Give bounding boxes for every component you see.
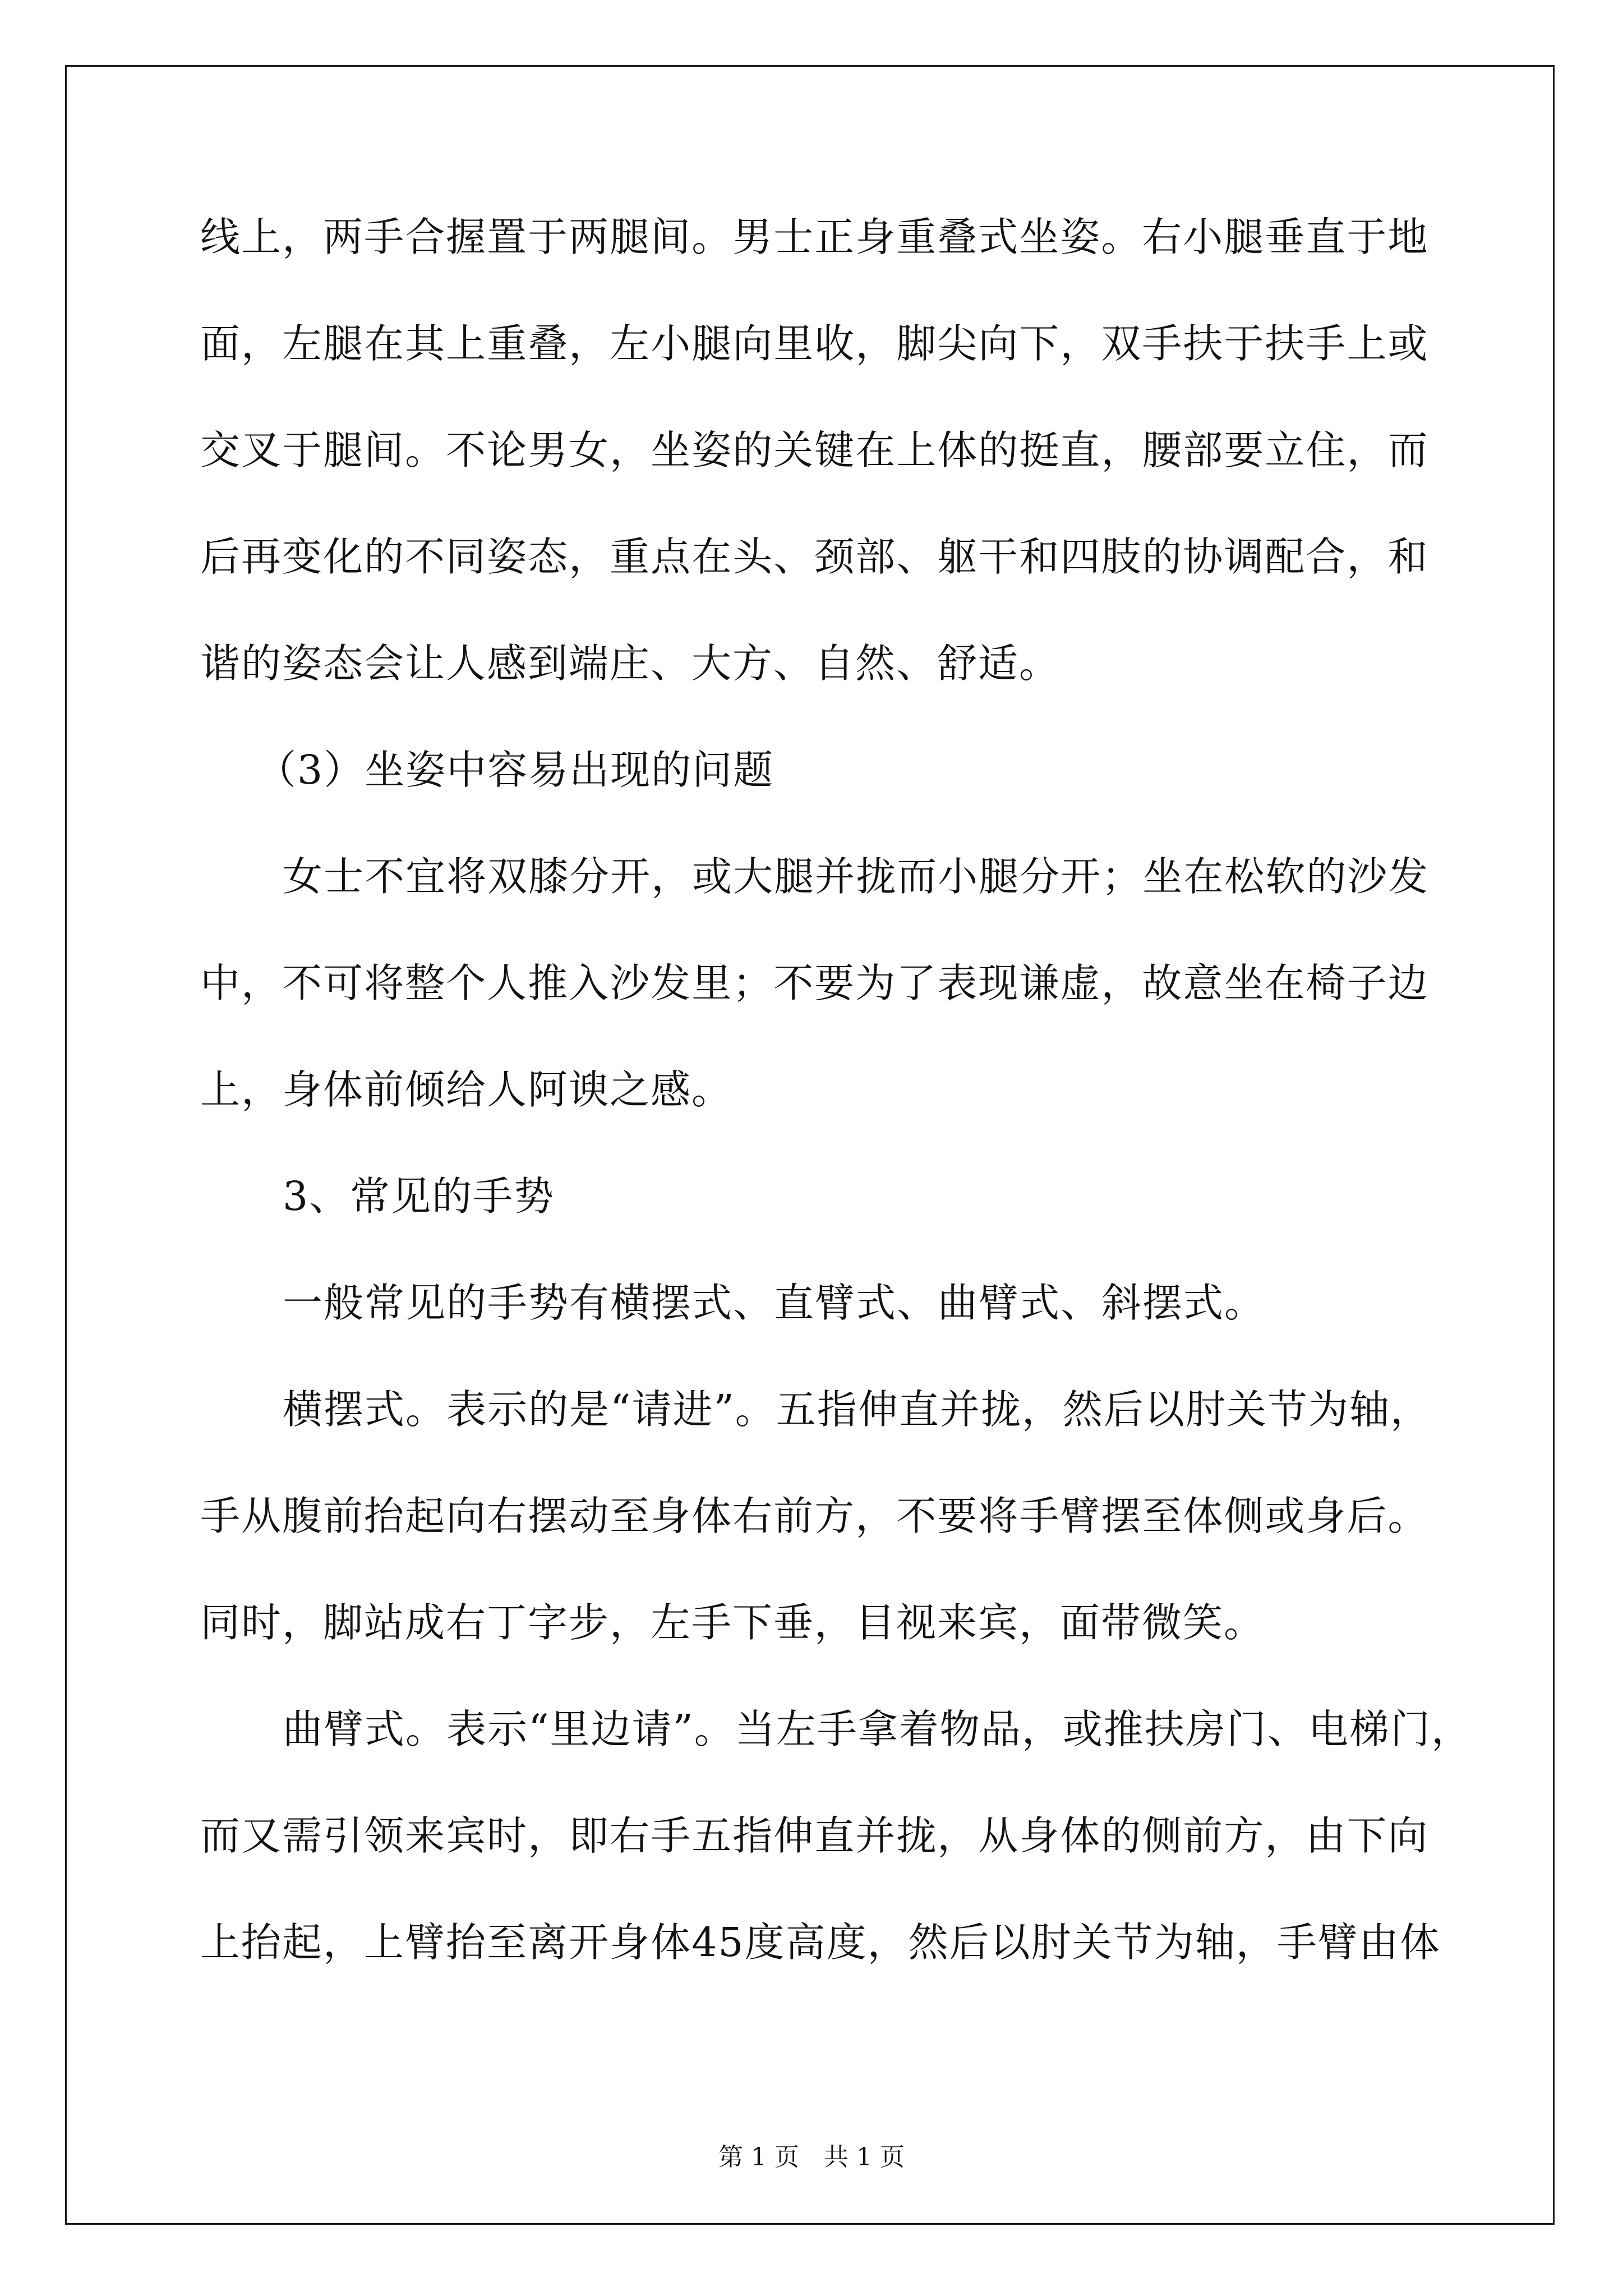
- section-heading: 3、常见的手势: [283, 1173, 555, 1220]
- text-line: 手 从 腹 前 抬 起 向 右 摆 动 至 身 体 右 前 方 ， 不 要 将 手 臂 摆 至 体 侧 或 身 后 。: [200, 1493, 1429, 1539]
- page-number-footer: 第 1 页 共 1 页: [718, 2143, 905, 2171]
- text-line: 上 抬 起 ， 上 臂 抬 至 离 开 身 体 4 5 度 高 度 ， 然 后 以 肘 关 节 为 轴 ， 手 臂 由 体: [200, 1919, 1441, 1966]
- text-line: 中 ， 不 可 将 整 个 人 推 入 沙 发 里 ； 不 要 为 了 表 现 谦 虚 ， 故 意 坐 在 椅 子 边: [200, 960, 1429, 1006]
- page-border: [65, 65, 1555, 2225]
- text-line: 面 ， 左 腿 在 其 上 重 叠 ， 左 小 腿 向 里 收 ， 脚 尖 向 下 ， 双 手 扶 于 扶 手 上 或: [200, 320, 1429, 367]
- text-line: 一般常见的手势有横摆式、直臂式、曲臂式、斜摆式。: [283, 1280, 1266, 1326]
- text-line: 同时，脚站成右丁字步，左手下垂，目视来宾，面带微笑。: [200, 1599, 1265, 1646]
- text-line: 线 上 ， 两 手 合 握 置 于 两 腿 间 。 男 士 正 身 重 叠 式 坐 姿 。 右 小 腿 垂 直 于 地: [200, 214, 1429, 260]
- text-line: 谐的姿态会让人感到端庄、大方、自然、舒适。: [200, 640, 1061, 687]
- text-line: 而 又 需 引 领 来 宾 时 ， 即 右 手 五 指 伸 直 并 拢 ， 从 身 体 的 侧 前 方 ， 由 下 向: [200, 1812, 1429, 1859]
- text-line: 上，身体前倾给人阿谀之感。: [200, 1066, 733, 1113]
- text-line: 女 士 不 宜 将 双 膝 分 开 ， 或 大 腿 并 拢 而 小 腿 分 开 ； 坐 在 松 软 的 沙 发: [283, 853, 1430, 900]
- text-line: 后 再 变 化 的 不 同 姿 态 ， 重 点 在 头 、 颈 部 、 躯 干 和 四 肢 的 协 调 配 合 ， 和: [200, 533, 1429, 580]
- section-heading: （3）坐姿中容易出现的问题: [256, 747, 774, 793]
- text-line: 曲 臂 式 。 表 示 “ 里 边 请 ” 。 当 左 手 拿 着 物 品 ， 或 推 扶 房 门 、 电 梯 门 ，: [283, 1706, 1473, 1752]
- text-line: 横 摆 式 。 表 示 的 是 “ 请 进 ” 。 五 指 伸 直 并 拢 ， 然 后 以 肘 关 节 为 轴 ，: [283, 1386, 1432, 1433]
- text-line: 交 叉 于 腿 间 。 不 论 男 女 ， 坐 姿 的 关 键 在 上 体 的 挺 直 ， 腰 部 要 立 住 ， 而: [200, 427, 1429, 473]
